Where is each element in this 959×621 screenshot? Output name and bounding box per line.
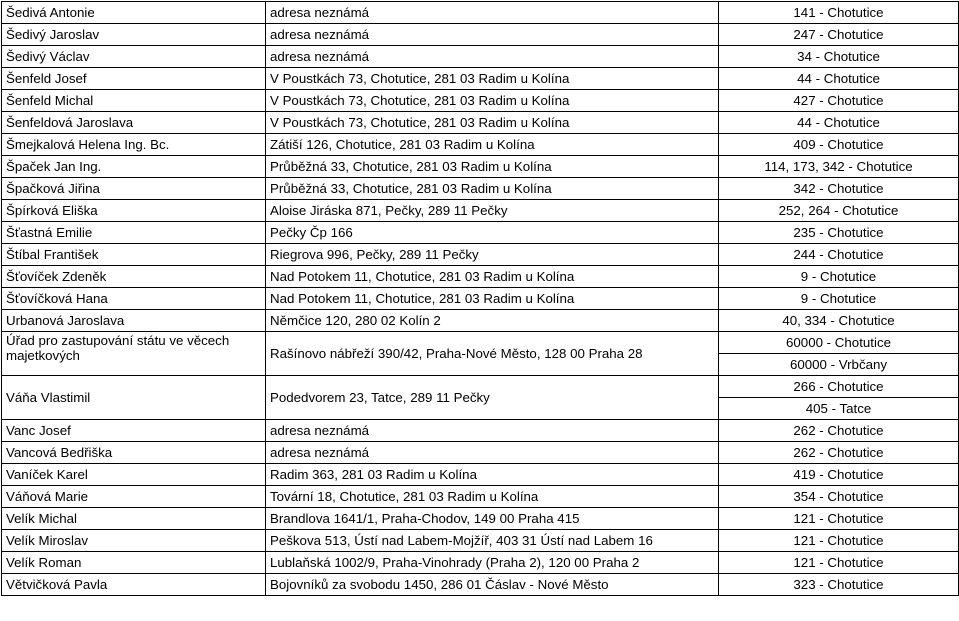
table-row: [2, 288, 959, 310]
owner-address: Nad Potokem 11, Chotutice, 281 03 Radim u Kolína: [266, 288, 719, 310]
owner-address: Rašínovo nábřeží 390/42, Praha-Nové Město, 128 00 Praha 28: [266, 332, 719, 376]
owner-address: Radim 363, 281 03 Radim u Kolína: [266, 464, 719, 486]
owner-address: adresa neznámá: [266, 2, 719, 24]
parcel-number: 9 - Chotutice: [719, 288, 959, 310]
table-row: [2, 530, 959, 552]
owner-address: adresa neznámá: [266, 442, 719, 464]
parcel-number: 262 - Chotutice: [719, 420, 959, 442]
owner-name: Šťovíčková Hana: [2, 288, 266, 310]
owner-name: Šťastná Emilie: [2, 222, 266, 244]
parcel-number: 44 - Chotutice: [719, 112, 959, 134]
table-row: [2, 46, 959, 68]
owner-address: adresa neznámá: [266, 46, 719, 68]
parcel-number: 40, 334 - Chotutice: [719, 310, 959, 332]
parcel-number: 266 - Chotutice: [719, 376, 959, 398]
owner-address: V Poustkách 73, Chotutice, 281 03 Radim u Kolína: [266, 90, 719, 112]
owner-name: Velík Miroslav: [2, 530, 266, 552]
table-row: [2, 134, 959, 156]
parcel-number: 114, 173, 342 - Chotutice: [719, 156, 959, 178]
table-row: [2, 420, 959, 442]
owner-address: Němčice 120, 280 02 Kolín 2: [266, 310, 719, 332]
parcel-number: 235 - Chotutice: [719, 222, 959, 244]
owner-address: Tovární 18, Chotutice, 281 03 Radim u Kolína: [266, 486, 719, 508]
owner-name: Šenfeld Michal: [2, 90, 266, 112]
parcel-number: 34 - Chotutice: [719, 46, 959, 68]
parcel-number: 252, 264 - Chotutice: [719, 200, 959, 222]
table-row: [2, 464, 959, 486]
owner-address: Brandlova 1641/1, Praha-Chodov, 149 00 Praha 415: [266, 508, 719, 530]
owner-name: Váňa Vlastimil: [2, 376, 266, 420]
owner-name: Větvičková Pavla: [2, 574, 266, 596]
parcel-number: 121 - Chotutice: [719, 552, 959, 574]
table-row: [2, 442, 959, 464]
owner-address: Riegrova 996, Pečky, 289 11 Pečky: [266, 244, 719, 266]
parcel-number: 427 - Chotutice: [719, 90, 959, 112]
owner-name: Štíbal František: [2, 244, 266, 266]
table-row: [2, 200, 959, 222]
owner-address: Lublaňská 1002/9, Praha-Vinohrady (Praha 2), 120 00 Praha 2: [266, 552, 719, 574]
owner-address: Průběžná 33, Chotutice, 281 03 Radim u Kolína: [266, 178, 719, 200]
table-row: [2, 310, 959, 332]
owner-name: Šedivý Jaroslav: [2, 24, 266, 46]
owner-name: Špírková Eliška: [2, 200, 266, 222]
table-row: [2, 486, 959, 508]
owner-address: adresa neznámá: [266, 420, 719, 442]
parcel-number: 60000 - Chotutice: [719, 332, 959, 354]
table-row: [2, 574, 959, 596]
owner-name: Šenfeldová Jaroslava: [2, 112, 266, 134]
owner-address: Průběžná 33, Chotutice, 281 03 Radim u Kolína: [266, 156, 719, 178]
owner-address: Nad Potokem 11, Chotutice, 281 03 Radim u Kolína: [266, 266, 719, 288]
parcel-number: 323 - Chotutice: [719, 574, 959, 596]
owner-name: Velík Roman: [2, 552, 266, 574]
owner-name: Vancová Bedřiška: [2, 442, 266, 464]
parcel-number: 342 - Chotutice: [719, 178, 959, 200]
owner-name: Urbanová Jaroslava: [2, 310, 266, 332]
table-row: [2, 266, 959, 288]
owner-address: Pečky Čp 166: [266, 222, 719, 244]
parcel-number: 9 - Chotutice: [719, 266, 959, 288]
parcel-number: 419 - Chotutice: [719, 464, 959, 486]
owner-name: Velík Michal: [2, 508, 266, 530]
owner-address: Bojovníků za svobodu 1450, 286 01 Čáslav - Nové Město: [266, 574, 719, 596]
parcel-number: 409 - Chotutice: [719, 134, 959, 156]
owner-address: Podedvorem 23, Tatce, 289 11 Pečky: [266, 376, 719, 420]
parcel-number: 354 - Chotutice: [719, 486, 959, 508]
table-row: [2, 24, 959, 46]
owners-table: [1, 1, 959, 596]
owner-name: Špaček Jan Ing.: [2, 156, 266, 178]
table-row: [2, 2, 959, 24]
owner-name: Šedivá Antonie: [2, 2, 266, 24]
owner-address: Zátiší 126, Chotutice, 281 03 Radim u Kolína: [266, 134, 719, 156]
parcel-number: 141 - Chotutice: [719, 2, 959, 24]
owner-address: Peškova 513, Ústí nad Labem-Mojžíř, 403 31 Ústí nad Labem 16: [266, 530, 719, 552]
owner-name: Váňová Marie: [2, 486, 266, 508]
table-row-multi: [2, 376, 959, 398]
parcel-number: 121 - Chotutice: [719, 508, 959, 530]
owner-name: Úřad pro zastupování státu ve věcech majetkových: [2, 332, 266, 376]
owner-name: Šedivý Václav: [2, 46, 266, 68]
owner-address: V Poustkách 73, Chotutice, 281 03 Radim u Kolína: [266, 112, 719, 134]
parcel-number: 244 - Chotutice: [719, 244, 959, 266]
owner-address: V Poustkách 73, Chotutice, 281 03 Radim u Kolína: [266, 68, 719, 90]
parcel-number: 60000 - Vrbčany: [719, 354, 959, 376]
table-row-multi: [2, 332, 959, 354]
table-row: [2, 244, 959, 266]
table-row: [2, 68, 959, 90]
table-row: [2, 178, 959, 200]
table-row: [2, 552, 959, 574]
owner-name: Vaníček Karel: [2, 464, 266, 486]
owner-address: Aloise Jiráska 871, Pečky, 289 11 Pečky: [266, 200, 719, 222]
table-row: [2, 112, 959, 134]
owner-name: Šmejkalová Helena Ing. Bc.: [2, 134, 266, 156]
table-row: [2, 90, 959, 112]
parcel-number: 44 - Chotutice: [719, 68, 959, 90]
owner-name: Špačková Jiřina: [2, 178, 266, 200]
owner-address: adresa neznámá: [266, 24, 719, 46]
table-row: [2, 156, 959, 178]
table-row: [2, 508, 959, 530]
table-row: [2, 222, 959, 244]
parcel-number: 405 - Tatce: [719, 398, 959, 420]
owner-name: Šenfeld Josef: [2, 68, 266, 90]
owner-name: Vanc Josef: [2, 420, 266, 442]
parcel-number: 262 - Chotutice: [719, 442, 959, 464]
owners-table-body: [2, 2, 959, 596]
owner-name: Šťovíček Zdeněk: [2, 266, 266, 288]
parcel-number: 247 - Chotutice: [719, 24, 959, 46]
parcel-number: 121 - Chotutice: [719, 530, 959, 552]
